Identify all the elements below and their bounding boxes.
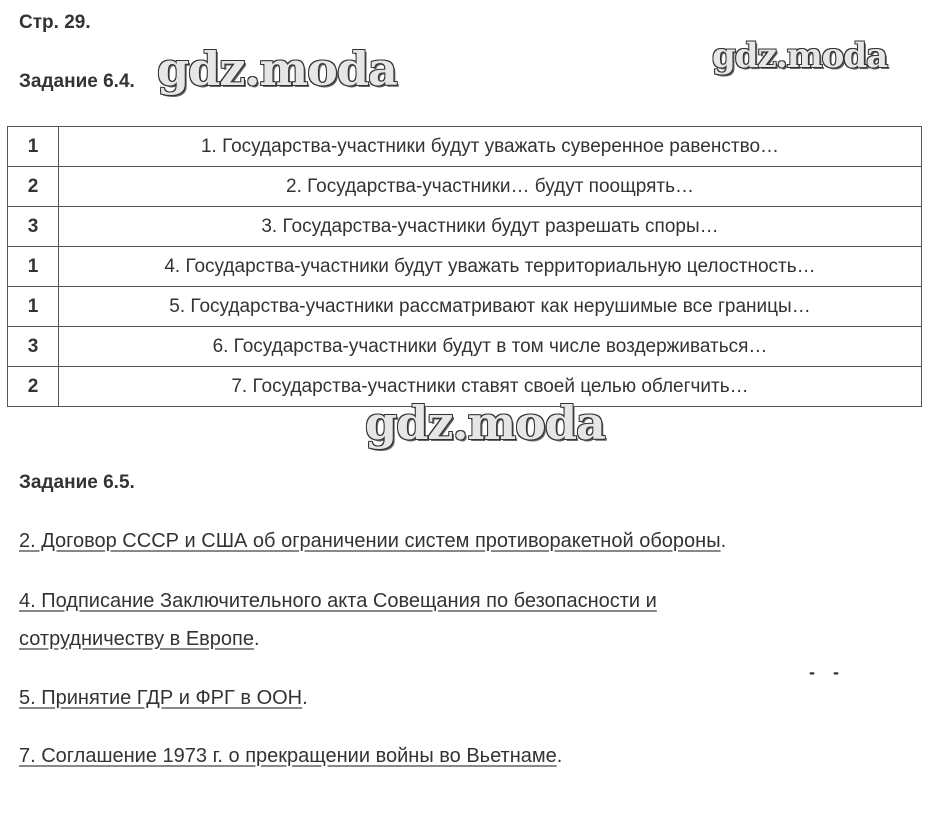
task-6-4-heading: Задание 6.4. <box>19 71 135 92</box>
table-row <box>8 327 922 367</box>
stray-mark: - <box>809 662 815 682</box>
answer-text: 7. Соглашение 1973 г. о прекращении войны во Вьетнаме <box>19 745 557 767</box>
statement-text: 4. Государства-участники будут уважать территориальную целостность… <box>59 247 922 287</box>
answer-number: 3 <box>8 327 59 367</box>
answers-table <box>7 126 922 407</box>
stray-mark: - <box>833 662 839 682</box>
statement-text: 2. Государства-участники… будут поощрять… <box>59 167 922 207</box>
answer-text: 2. Договор СССР и США об ограничении систем противоракетной обороны <box>19 530 721 552</box>
table-row <box>8 127 922 167</box>
answer-number: 2 <box>8 367 59 407</box>
answer-item <box>19 737 562 775</box>
statement-text: 7. Государства-участники ставят своей целью облегчить… <box>59 367 922 407</box>
statement-text: 3. Государства-участники будут разрешать споры… <box>59 207 922 247</box>
table-row <box>8 247 922 287</box>
table-row <box>8 167 922 207</box>
answer-item <box>19 522 726 560</box>
answer-item <box>19 582 657 658</box>
table-row <box>8 287 922 327</box>
answer-number: 3 <box>8 207 59 247</box>
task-6-5-heading: Задание 6.5. <box>19 472 135 493</box>
table-row <box>8 207 922 247</box>
answer-text: сотрудничеству в Европе <box>19 628 254 650</box>
page-label: Стр. 29. <box>19 12 91 33</box>
answer-period: . <box>302 687 308 709</box>
answer-number: 1 <box>8 127 59 167</box>
statement-text: 6. Государства-участники будут в том числе воздерживаться… <box>59 327 922 367</box>
answer-number: 1 <box>8 247 59 287</box>
watermark-logo: gdz.moda <box>712 36 888 76</box>
watermark-logo: gdz.moda <box>365 396 605 450</box>
answer-text: 4. Подписание Заключительного акта Совещания по безопасности и <box>19 590 657 612</box>
answer-number: 1 <box>8 287 59 327</box>
answer-period: . <box>556 745 563 767</box>
answer-number: 2 <box>8 167 59 207</box>
answer-text: 5. Принятие ГДР и ФРГ в ООН <box>19 687 303 709</box>
answer-period: . <box>253 628 260 650</box>
answer-period: . <box>720 530 727 552</box>
answer-item <box>19 679 308 717</box>
watermark-logo: gdz.moda <box>157 42 397 96</box>
statement-text: 1. Государства-участники будут уважать суверенное равенство… <box>59 127 922 167</box>
statement-text: 5. Государства-участники рассматривают как нерушимые все границы… <box>59 287 922 327</box>
